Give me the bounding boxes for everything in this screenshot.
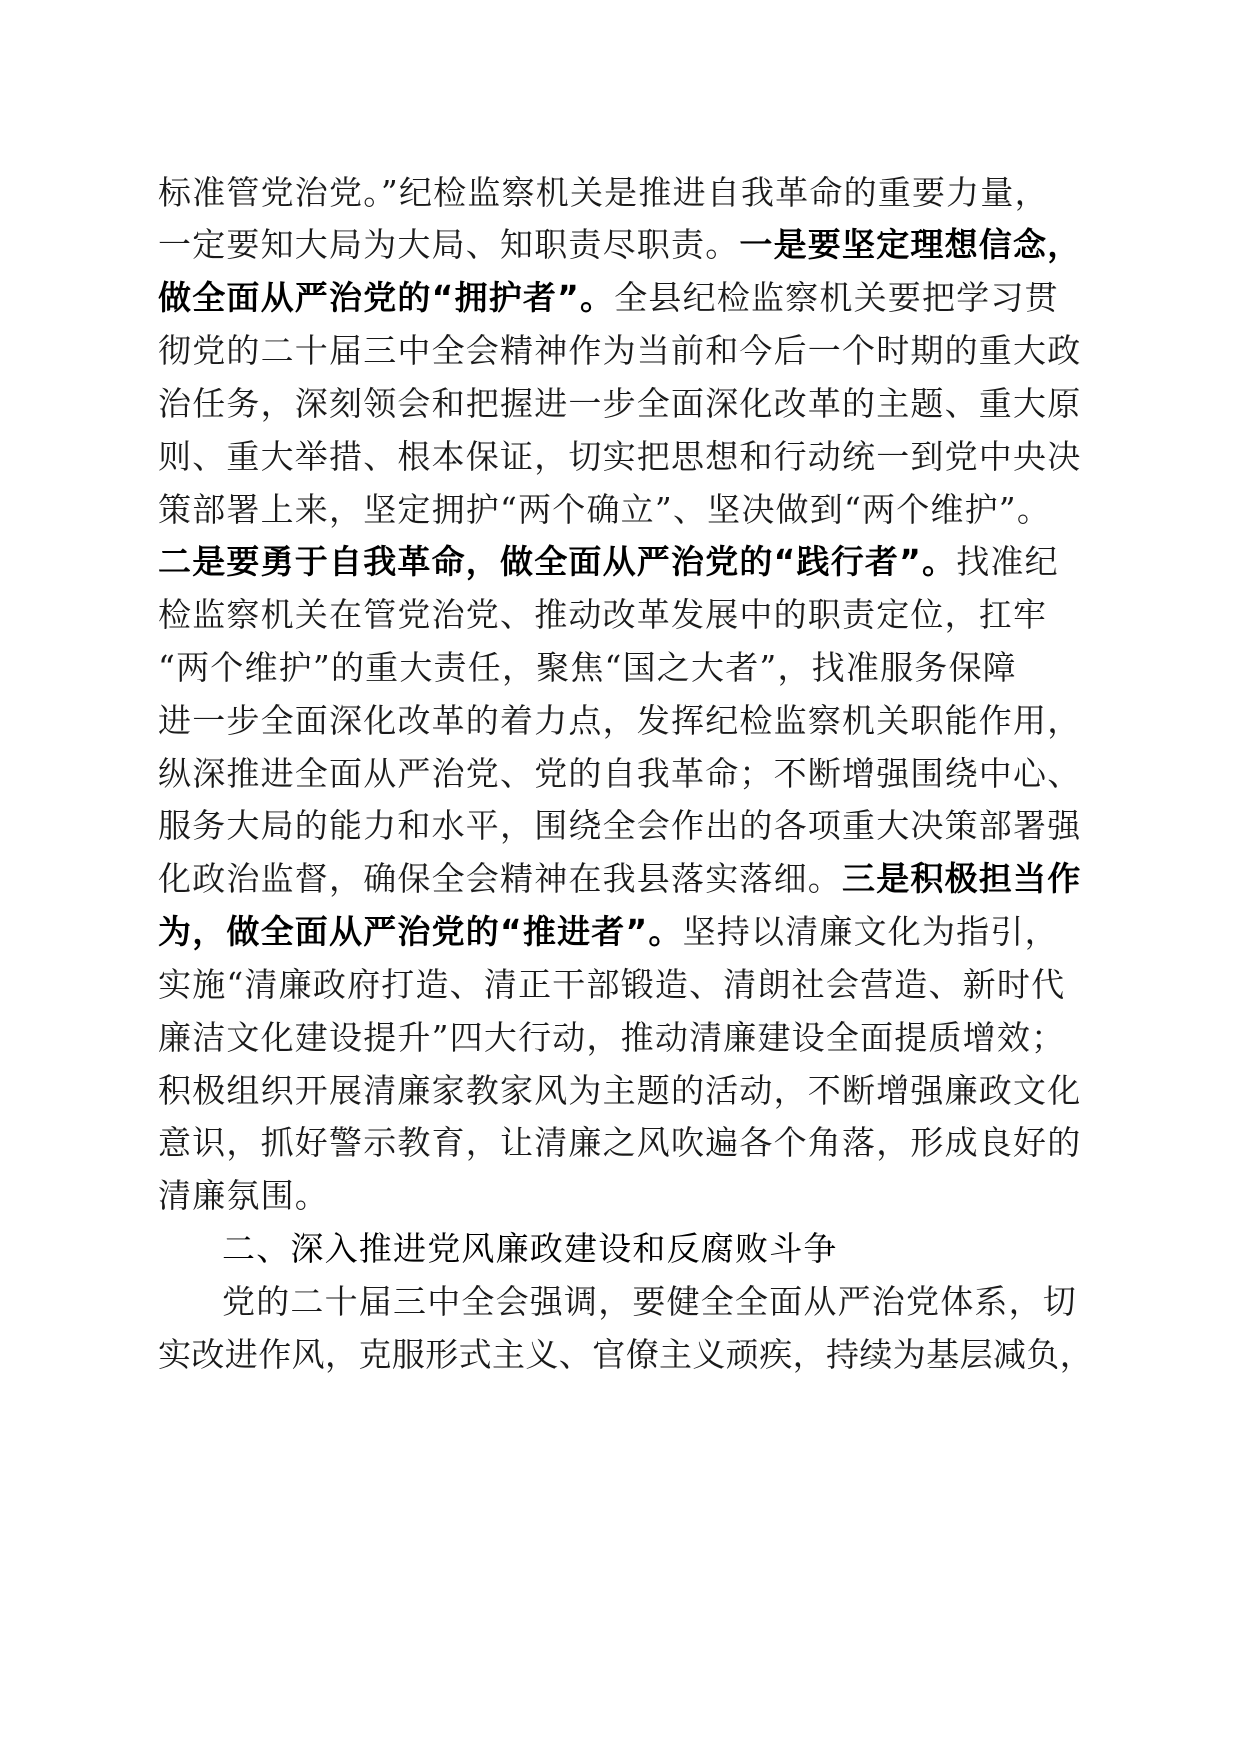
text-line: 积极组织开展清廉家教家风为主题的活动，不断增强廉政文化 [158,1071,1082,1110]
text-line: 策部署上来，坚定拥护“两个确立”、坚决做到“两个维护”。 [158,490,1052,529]
text-line: 进一步全面深化改革的着力点，发挥纪检监察机关职能作用， [158,701,1082,740]
text-line: 意识，抓好警示教育，让清廉之风吹遍各个角落，形成良好的 [158,1123,1082,1162]
text-line: 纵深推进全面从严治党、党的自我革命；不断增强围绕中心、 [158,754,1082,793]
text-line: 服务大局的能力和水平，围绕全会作出的各项重大决策部署强 [158,806,1082,845]
text-line: 为，做全面从严治党的“推进者”。坚持以清廉文化为指引， [158,912,1059,951]
text-line: 二是要勇于自我革命，做全面从严治党的“践行者”。找准纪 [158,542,1059,581]
text-line: 则、重大举措、根本保证，切实把思想和行动统一到党中央决 [158,437,1082,476]
text-line: 化政治监督，确保全会精神在我县落实落细。三是积极担当作 [158,859,1082,898]
text-line: 标准管党治党。”纪检监察机关是推进自我革命的重要力量， [158,173,1049,212]
section-heading: 二、深入推进党风廉政建设和反腐败斗争 [222,1229,838,1268]
text-line: 一定要知大局为大局、知职责尽职责。一是要坚定理想信念， [158,225,1082,264]
text-line: “两个维护”的重大责任，聚焦“国之大者”，找准服务保障 [158,648,1017,687]
text-line: 廉洁文化建设提升”四大行动，推动清廉建设全面提质增效； [158,1018,1066,1057]
text-line: 清廉氛围。 [158,1176,329,1215]
text-line: 治任务，深刻领会和把握进一步全面深化改革的主题、重大原 [158,384,1082,423]
text-line: 做全面从严治党的“拥护者”。全县纪检监察机关要把学习贯 [158,278,1059,317]
text-line: 彻党的二十届三中全会精神作为当前和今后一个时期的重大政 [158,331,1082,370]
text-line: 实施“清廉政府打造、清正干部锻造、清朗社会营造、新时代 [158,965,1066,1004]
text-line: 实改进作风，克服形式主义、官僚主义顽疾，持续为基层减负， [158,1335,1094,1374]
text-line: 党的二十届三中全会强调，要健全全面从严治党体系，切 [222,1282,1077,1321]
text-line: 检监察机关在管党治党、推动改革发展中的职责定位，扛牢 [158,595,1048,634]
